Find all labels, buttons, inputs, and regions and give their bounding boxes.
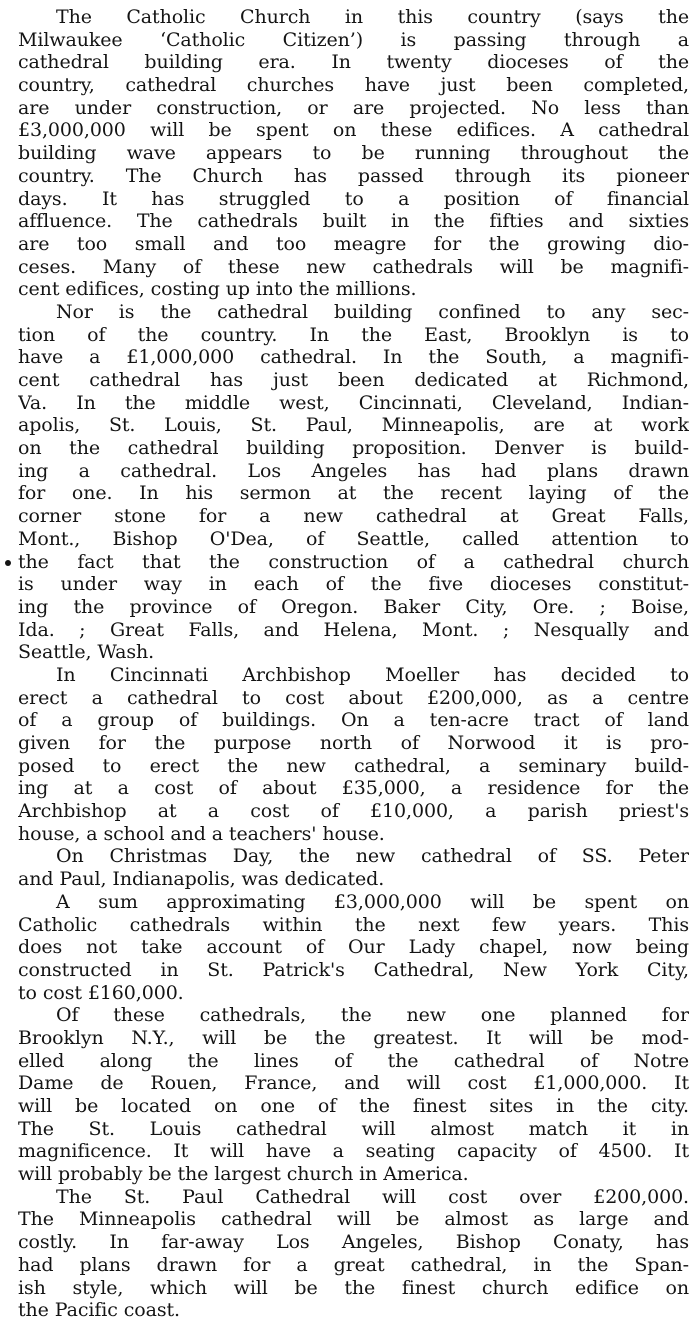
text-line: cent edifices, costing up into the millions.	[18, 278, 417, 301]
article-paragraph	[18, 1004, 689, 1186]
text-line: ing the province of Oregon. Baker City, Ore. ; Boise,	[18, 595, 689, 618]
article-paragraph	[18, 301, 689, 664]
text-line: given for the purpose north of Norwood it is pro-	[18, 732, 689, 754]
text-line: The Catholic Church in this country (says the	[56, 6, 689, 28]
text-line: days. It has struggled to a position of financial	[18, 187, 689, 210]
text-line: country. The Church has passed through its pioneer	[18, 164, 689, 187]
text-line: are under construction, or are projected. No less than	[18, 96, 689, 119]
text-line: country, cathedral churches have just been completed,	[18, 74, 689, 97]
text-line: on the cathedral building proposition. Denver is build-	[18, 437, 689, 460]
article-paragraph	[18, 1186, 689, 1322]
text-line: tion of the country. In the East, Brooklyn is to	[18, 323, 689, 346]
text-line: ish style, which will be the finest church edifice on	[18, 1276, 689, 1299]
text-line: elled along the lines of the cathedral of Notre	[18, 1049, 689, 1072]
text-line: does not take account of Our Lady chapel, now being	[18, 936, 689, 959]
text-line: The St. Paul Cathedral will cost over £200,000.	[56, 1185, 689, 1208]
text-line: house, a school and a teachers' house.	[18, 822, 385, 845]
text-line: Seattle, Wash.	[18, 641, 155, 664]
text-line: had plans drawn for a great cathedral, in the Span-	[18, 1253, 689, 1276]
text-line: to cost £160,000.	[18, 981, 184, 1004]
text-line: the Pacific coast.	[18, 1299, 180, 1322]
text-line: Brooklyn N.Y., will be the greatest. It will be mod-	[18, 1026, 689, 1049]
article-body	[18, 6, 689, 1322]
text-line: is under way in each of the five dioceses constitut-	[18, 573, 689, 596]
text-line: Mont., Bishop O'Dea, of Seattle, called attention to	[18, 527, 689, 550]
text-line: are too small and too meagre for the growing dio-	[18, 232, 689, 255]
text-line: £3,000,000 will be spent on these edifices. A cathedral	[18, 119, 689, 142]
text-line: ing a cathedral. Los Angeles has had plans drawn	[18, 459, 689, 482]
text-line: have a £1,000,000 cathedral. In the South, a magnifi-	[18, 346, 689, 369]
text-line: affluence. The cathedrals built in the fifties and sixties	[18, 210, 689, 233]
text-line: The St. Louis cathedral will almost match it in	[18, 1117, 689, 1140]
text-line: cent cathedral has just been dedicated at Richmond,	[18, 369, 689, 391]
text-line: Of these cathedrals, the new one planned for	[56, 1004, 689, 1027]
text-line: The Minneapolis cathedral will be almost as large and	[18, 1208, 689, 1231]
text-line: Catholic cathedrals within the next few years. This	[18, 913, 689, 936]
article-paragraph	[18, 664, 689, 846]
text-line: In Cincinnati Archbishop Moeller has decided to	[56, 663, 689, 686]
text-line: Milwaukee ‘Catholic Citizen’) is passing through a	[18, 28, 689, 51]
text-line: Va. In the middle west, Cincinnati, Cleveland, Indian-	[18, 391, 689, 414]
text-line: constructed in St. Patrick's Cathedral, New York City,	[18, 958, 689, 981]
text-line: Archbishop at a cost of £10,000, a parish priest's	[18, 800, 689, 823]
text-line: will be located on one of the finest sites in the city.	[18, 1095, 689, 1117]
text-line: corner stone for a new cathedral at Great Falls,	[18, 505, 689, 528]
text-line: ceses. Many of these new cathedrals will be magnifi-	[18, 255, 689, 278]
bullet-mark-icon	[5, 560, 11, 566]
article-paragraph	[18, 845, 689, 890]
text-line: apolis, St. Louis, St. Paul, Minneapolis, are at work	[18, 414, 689, 437]
text-line: erect a cathedral to cost about £200,000, as a centre	[18, 686, 689, 709]
text-line: building wave appears to be running throughout the	[18, 142, 689, 165]
text-line: costly. In far-away Los Angeles, Bishop Conaty, has	[18, 1231, 689, 1254]
text-line: will probably be the largest church in America.	[18, 1163, 469, 1186]
text-line: for one. In his sermon at the recent laying of the	[18, 482, 689, 505]
article-paragraph	[18, 6, 689, 301]
article-paragraph	[18, 891, 689, 1004]
text-line: A sum approximating £3,000,000 will be spent on	[56, 890, 689, 913]
text-line: and Paul, Indianapolis, was dedicated.	[18, 868, 385, 891]
text-line: Dame de Rouen, France, and will cost £1,000,000. It	[18, 1072, 689, 1095]
text-line: posed to erect the new cathedral, a seminary build-	[18, 754, 689, 777]
text-line: magnificence. It will have a seating capacity of 4500. It	[18, 1140, 689, 1163]
text-line: of a group of buildings. On a ten-acre tract of land	[18, 709, 689, 732]
text-line: the fact that the construction of a cathedral church	[18, 550, 689, 573]
text-line: On Christmas Day, the new cathedral of SS. Peter	[56, 845, 689, 868]
text-line: Ida. ; Great Falls, and Helena, Mont. ; Nesqually and	[18, 618, 689, 641]
text-line: cathedral building era. In twenty dioceses of the	[18, 51, 689, 74]
text-line: Nor is the cathedral building confined to any sec-	[56, 300, 689, 323]
text-line: ing at a cost of about £35,000, a residence for the	[18, 777, 689, 800]
